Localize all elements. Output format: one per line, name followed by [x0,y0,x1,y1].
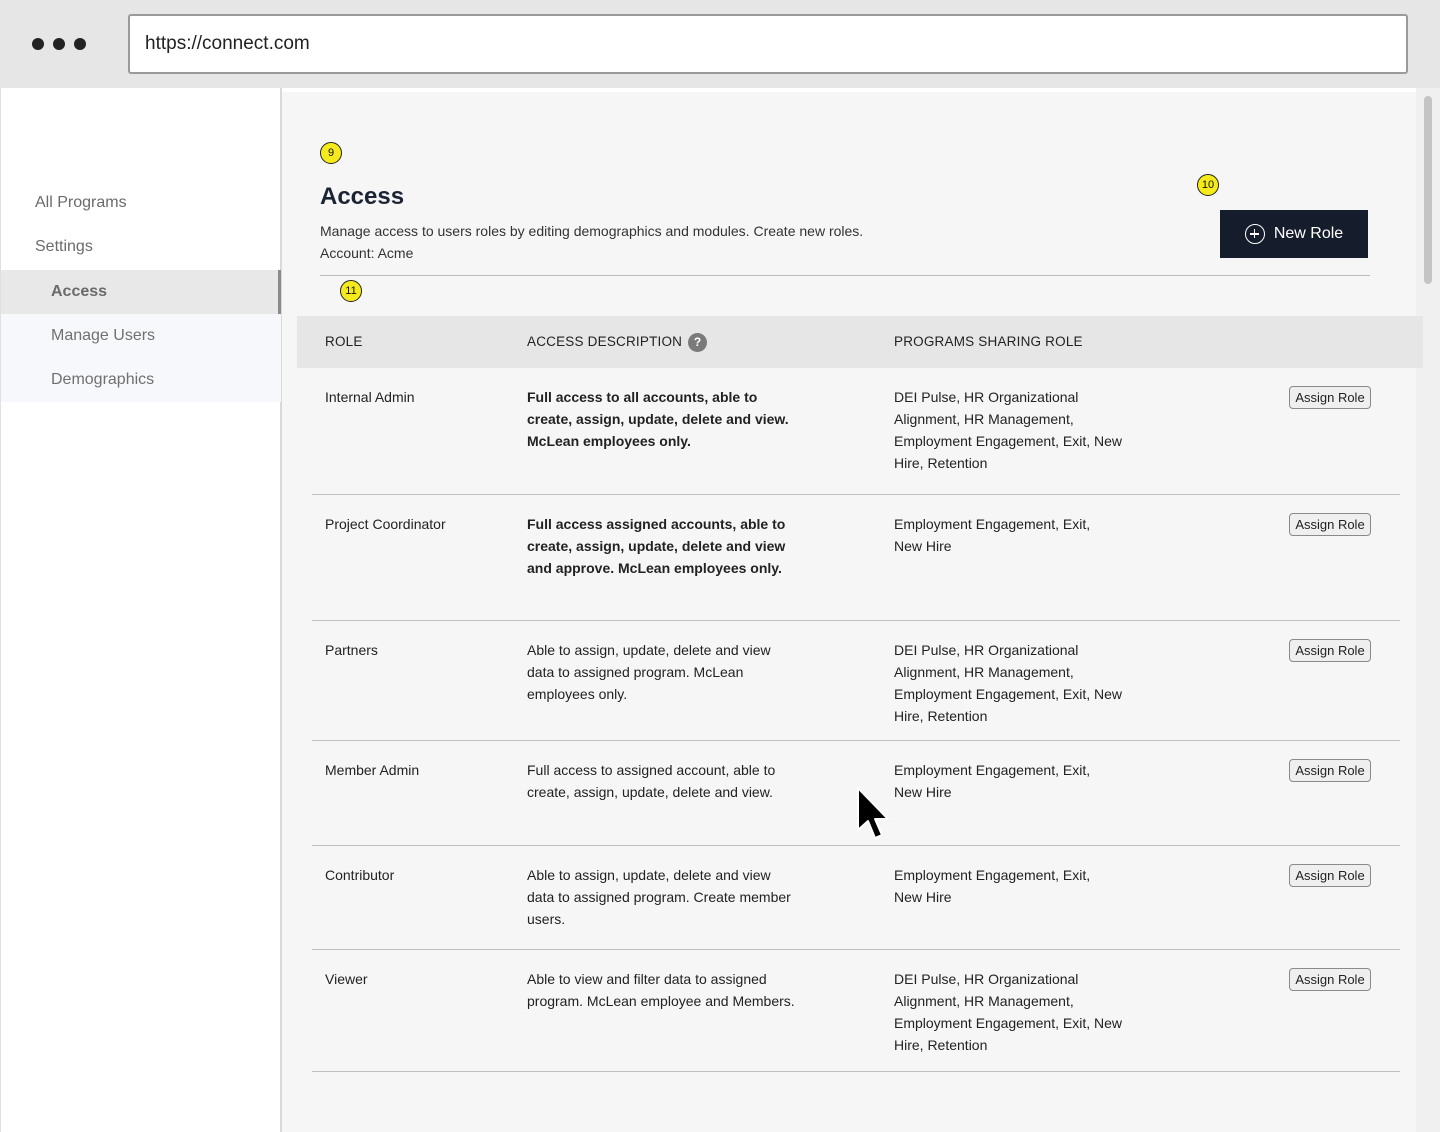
annotation-marker: 10 [1197,174,1219,196]
role-description: Full access to assigned account, able to create, assign, update, delete and view. [527,762,776,800]
assign-role-button[interactable]: Assign Role [1289,759,1371,782]
table-row [312,950,1400,1072]
scrollbar-thumb[interactable] [1424,96,1432,284]
account-label: Account: Acme [320,245,414,261]
divider [320,275,1370,276]
column-header-label: ACCESS DESCRIPTION [527,334,683,349]
assign-role-button[interactable]: Assign Role [1289,639,1371,662]
table-row [312,495,1400,621]
annotation-marker: 11 [340,280,362,302]
role-programs: Employment Engagement, Exit, New Hire [894,867,1091,905]
column-header-programs: PROGRAMS SHARING ROLE [894,334,1083,349]
role-name: Project Coordinator [325,516,446,532]
role-programs: Employment Engagement, Exit, New Hire [894,762,1091,800]
sidebar-item-demographics[interactable]: Demographics [51,371,155,388]
dot-icon [32,38,44,50]
table-header [297,316,1423,368]
role-programs: DEI Pulse, HR Organizational Alignment, HR Management, Employment Engagement, Exit, New Hire, Retention [894,389,1122,471]
mouse-pointer-icon [856,786,890,842]
sidebar-item-all-programs[interactable]: All Programs [35,194,127,211]
sidebar-item-settings[interactable]: Settings [35,238,93,255]
vertical-scrollbar[interactable] [1416,88,1440,1132]
assign-role-button[interactable]: Assign Role [1289,864,1371,887]
new-role-label: New Role [1273,225,1344,242]
sidebar-item-access[interactable]: Access [1,270,281,314]
role-name: Member Admin [325,762,420,778]
role-name: Viewer [325,971,368,987]
dot-icon [74,38,86,50]
role-name: Contributor [325,867,395,883]
plus-circle-icon [1245,224,1265,244]
role-description: Full access assigned accounts, able to create, assign, update, delete and view and approve. McLean employees only. [527,516,786,576]
sidebar-item-manage-users[interactable]: Manage Users [51,327,156,344]
page-description: Manage access to users roles by editing demographics and modules. Create new roles. [320,223,864,239]
assign-role-button[interactable]: Assign Role [1289,513,1371,536]
window-controls-icon[interactable] [32,38,86,50]
role-programs: DEI Pulse, HR Organizational Alignment, HR Management, Employment Engagement, Exit, New Hire, Retention [894,642,1122,724]
role-name: Partners [325,642,378,658]
column-header-role: ROLE [325,334,363,349]
table-row [312,846,1400,950]
column-header-access-description [527,316,707,368]
role-description: Full access to all accounts, able to create, assign, update, delete and view. McLean employees only. [527,389,789,449]
role-name: Internal Admin [325,389,415,405]
sidebar [0,88,282,1132]
annotation-marker: 9 [320,142,342,164]
new-role-button[interactable] [1220,210,1368,258]
role-description: Able to assign, update, delete and view data to assigned program. McLean employees only. [527,642,771,702]
table-row [312,621,1400,741]
browser-toolbar [0,0,1440,88]
assign-role-button[interactable]: Assign Role [1289,968,1371,991]
role-programs: DEI Pulse, HR Organizational Alignment, HR Management, Employment Engagement, Exit, New Hire, Retention [894,971,1122,1053]
page-title: Access [320,183,405,210]
table-row [312,368,1400,495]
role-programs: Employment Engagement, Exit, New Hire [894,516,1091,554]
settings-submenu [1,270,281,402]
address-bar[interactable]: https://connect.com [128,14,1408,74]
role-description: Able to view and filter data to assigned program. McLean employee and Members. [527,971,795,1009]
assign-role-button[interactable]: Assign Role [1289,386,1371,409]
role-description: Able to assign, update, delete and view data to assigned program. Create member users. [527,867,791,927]
dot-icon [53,38,65,50]
help-icon[interactable]: ? [688,333,707,352]
